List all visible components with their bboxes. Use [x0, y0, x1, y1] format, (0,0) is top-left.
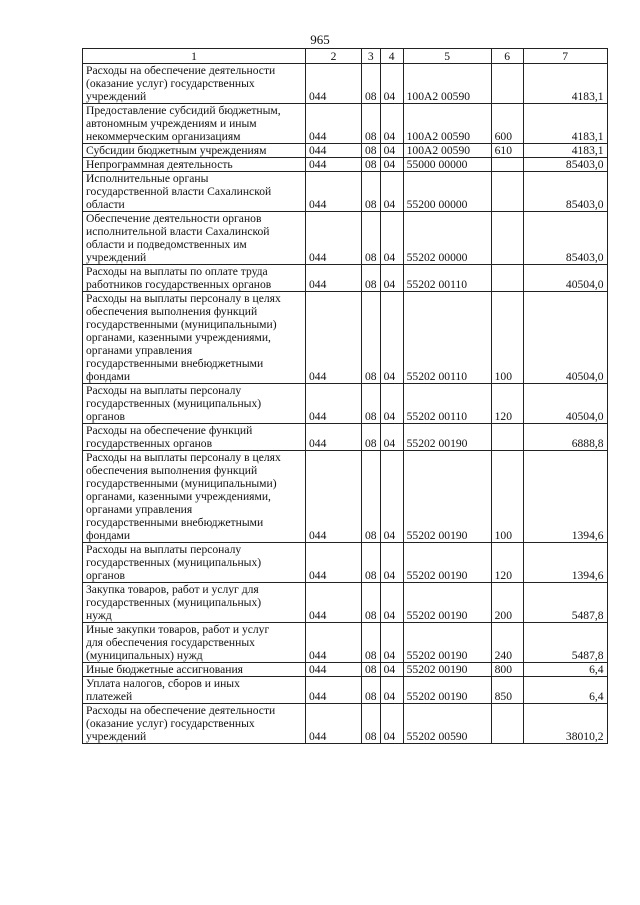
- expense-type-code: 600: [491, 104, 523, 144]
- amount: 5487,8: [523, 583, 607, 623]
- table-row: [83, 583, 608, 623]
- item-name: Иные бюджетные ассигнования: [83, 663, 306, 677]
- table-row: [83, 384, 608, 424]
- amount: 85403,0: [523, 212, 607, 265]
- table-row: [83, 144, 608, 158]
- item-name: Расходы на выплаты персоналу в целях обеспечения выполнения функций государственными (муниципальными) органами, казенными учреждениями, органами управления государственными внебюджетными фондами: [83, 292, 306, 384]
- item-name: Расходы на выплаты персоналу государственных (муниципальных) органов: [83, 384, 306, 424]
- table-row: [83, 663, 608, 677]
- subsection-code: 04: [380, 265, 403, 292]
- amount: 4183,1: [523, 64, 607, 104]
- subsection-code: 04: [380, 384, 403, 424]
- ministry-code: 044: [306, 212, 362, 265]
- table-row: [83, 172, 608, 212]
- item-name: Обеспечение деятельности органов исполнительной власти Сахалинской области и подведомственных им учреждений: [83, 212, 306, 265]
- subsection-code: 04: [380, 212, 403, 265]
- ministry-code: 044: [306, 677, 362, 704]
- section-code: 08: [362, 384, 381, 424]
- table-row: [83, 292, 608, 384]
- amount: 4183,1: [523, 144, 607, 158]
- header-cell: 6: [491, 49, 523, 64]
- target-article-code: 100А2 00590: [403, 104, 491, 144]
- subsection-code: 04: [380, 158, 403, 172]
- target-article-code: 55202 00190: [403, 543, 491, 583]
- expense-type-code: 800: [491, 663, 523, 677]
- header-cell: 5: [403, 49, 491, 64]
- target-article-code: 55202 00190: [403, 623, 491, 663]
- table-row: [83, 212, 608, 265]
- target-article-code: 100А2 00590: [403, 144, 491, 158]
- subsection-code: 04: [380, 144, 403, 158]
- expense-type-code: 200: [491, 583, 523, 623]
- target-article-code: 55202 00190: [403, 663, 491, 677]
- header-cell: 4: [380, 49, 403, 64]
- amount: 4183,1: [523, 104, 607, 144]
- amount: 85403,0: [523, 172, 607, 212]
- ministry-code: 044: [306, 64, 362, 104]
- section-code: 08: [362, 158, 381, 172]
- ministry-code: 044: [306, 172, 362, 212]
- section-code: 08: [362, 265, 381, 292]
- ministry-code: 044: [306, 704, 362, 744]
- expense-type-code: 100: [491, 451, 523, 543]
- header-cell: 7: [523, 49, 607, 64]
- amount: 1394,6: [523, 451, 607, 543]
- expense-type-code: [491, 424, 523, 451]
- subsection-code: 04: [380, 451, 403, 543]
- expense-type-code: [491, 64, 523, 104]
- expense-type-code: [491, 158, 523, 172]
- expense-type-code: [491, 212, 523, 265]
- subsection-code: 04: [380, 583, 403, 623]
- header-row: [83, 49, 608, 64]
- expense-type-code: 120: [491, 384, 523, 424]
- amount: 38010,2: [523, 704, 607, 744]
- section-code: 08: [362, 292, 381, 384]
- amount: 40504,0: [523, 292, 607, 384]
- section-code: 08: [362, 172, 381, 212]
- section-code: 08: [362, 623, 381, 663]
- target-article-code: 55202 00190: [403, 424, 491, 451]
- target-article-code: 100А2 00590: [403, 64, 491, 104]
- header-cell: 2: [306, 49, 362, 64]
- subsection-code: 04: [380, 663, 403, 677]
- item-name: Расходы на выплаты персоналу в целях обеспечения выполнения функций государственными (муниципальными) органами, казенными учреждениями, органами управления государственными внебюджетными фондами: [83, 451, 306, 543]
- subsection-code: 04: [380, 104, 403, 144]
- item-name: Уплата налогов, сборов и иных платежей: [83, 677, 306, 704]
- amount: 6,4: [523, 663, 607, 677]
- subsection-code: 04: [380, 172, 403, 212]
- target-article-code: 55202 00110: [403, 384, 491, 424]
- ministry-code: 044: [306, 663, 362, 677]
- amount: 6,4: [523, 677, 607, 704]
- ministry-code: 044: [306, 623, 362, 663]
- section-code: 08: [362, 212, 381, 265]
- table-row: [83, 424, 608, 451]
- section-code: 08: [362, 424, 381, 451]
- subsection-code: 04: [380, 64, 403, 104]
- ministry-code: 044: [306, 265, 362, 292]
- target-article-code: 55202 00110: [403, 292, 491, 384]
- target-article-code: 55200 00000: [403, 172, 491, 212]
- ministry-code: 044: [306, 158, 362, 172]
- amount: 1394,6: [523, 543, 607, 583]
- expense-type-code: [491, 265, 523, 292]
- target-article-code: 55202 00190: [403, 677, 491, 704]
- item-name: Расходы на выплаты персоналу государственных (муниципальных) органов: [83, 543, 306, 583]
- ministry-code: 044: [306, 424, 362, 451]
- expense-type-code: 120: [491, 543, 523, 583]
- ministry-code: 044: [306, 451, 362, 543]
- item-name: Непрограммная деятельность: [83, 158, 306, 172]
- amount: 6888,8: [523, 424, 607, 451]
- budget-table: [82, 48, 608, 744]
- item-name: Закупка товаров, работ и услуг для государственных (муниципальных) нужд: [83, 583, 306, 623]
- header-cell: 3: [362, 49, 381, 64]
- item-name: Субсидии бюджетным учреждениям: [83, 144, 306, 158]
- ministry-code: 044: [306, 543, 362, 583]
- item-name: Расходы на обеспечение деятельности (оказание услуг) государственных учреждений: [83, 64, 306, 104]
- section-code: 08: [362, 144, 381, 158]
- section-code: 08: [362, 543, 381, 583]
- amount: 5487,8: [523, 623, 607, 663]
- section-code: 08: [362, 451, 381, 543]
- subsection-code: 04: [380, 704, 403, 744]
- target-article-code: 55202 00190: [403, 451, 491, 543]
- section-code: 08: [362, 583, 381, 623]
- section-code: 08: [362, 704, 381, 744]
- table-row: [83, 543, 608, 583]
- item-name: Исполнительные органы государственной власти Сахалинской области: [83, 172, 306, 212]
- expense-type-code: 240: [491, 623, 523, 663]
- target-article-code: 55202 00590: [403, 704, 491, 744]
- header-cell: 1: [83, 49, 306, 64]
- amount: 40504,0: [523, 384, 607, 424]
- expense-type-code: [491, 704, 523, 744]
- amount: 85403,0: [523, 158, 607, 172]
- target-article-code: 55202 00110: [403, 265, 491, 292]
- expense-type-code: 610: [491, 144, 523, 158]
- section-code: 08: [362, 104, 381, 144]
- table-row: [83, 158, 608, 172]
- subsection-code: 04: [380, 292, 403, 384]
- table-row: [83, 623, 608, 663]
- table-row: [83, 64, 608, 104]
- item-name: Расходы на обеспечение деятельности (оказание услуг) государственных учреждений: [83, 704, 306, 744]
- subsection-code: 04: [380, 623, 403, 663]
- item-name: Иные закупки товаров, работ и услуг для обеспечения государственных (муниципальных) нужд: [83, 623, 306, 663]
- table-row: [83, 104, 608, 144]
- section-code: 08: [362, 677, 381, 704]
- table-row: [83, 677, 608, 704]
- expense-type-code: [491, 172, 523, 212]
- page-number: 965: [310, 32, 330, 47]
- ministry-code: 044: [306, 144, 362, 158]
- ministry-code: 044: [306, 583, 362, 623]
- subsection-code: 04: [380, 543, 403, 583]
- target-article-code: 55000 00000: [403, 158, 491, 172]
- amount: 40504,0: [523, 265, 607, 292]
- ministry-code: 044: [306, 104, 362, 144]
- subsection-code: 04: [380, 677, 403, 704]
- target-article-code: 55202 00000: [403, 212, 491, 265]
- expense-type-code: 850: [491, 677, 523, 704]
- expense-type-code: 100: [491, 292, 523, 384]
- table-row: [83, 704, 608, 744]
- item-name: Расходы на выплаты по оплате труда работников государственных органов: [83, 265, 306, 292]
- item-name: Предоставление субсидий бюджетным, автономным учреждениям и иным некоммерческим организациям: [83, 104, 306, 144]
- section-code: 08: [362, 64, 381, 104]
- target-article-code: 55202 00190: [403, 583, 491, 623]
- item-name: Расходы на обеспечение функций государственных органов: [83, 424, 306, 451]
- ministry-code: 044: [306, 384, 362, 424]
- section-code: 08: [362, 663, 381, 677]
- table-row: [83, 265, 608, 292]
- subsection-code: 04: [380, 424, 403, 451]
- ministry-code: 044: [306, 292, 362, 384]
- table-row: [83, 451, 608, 543]
